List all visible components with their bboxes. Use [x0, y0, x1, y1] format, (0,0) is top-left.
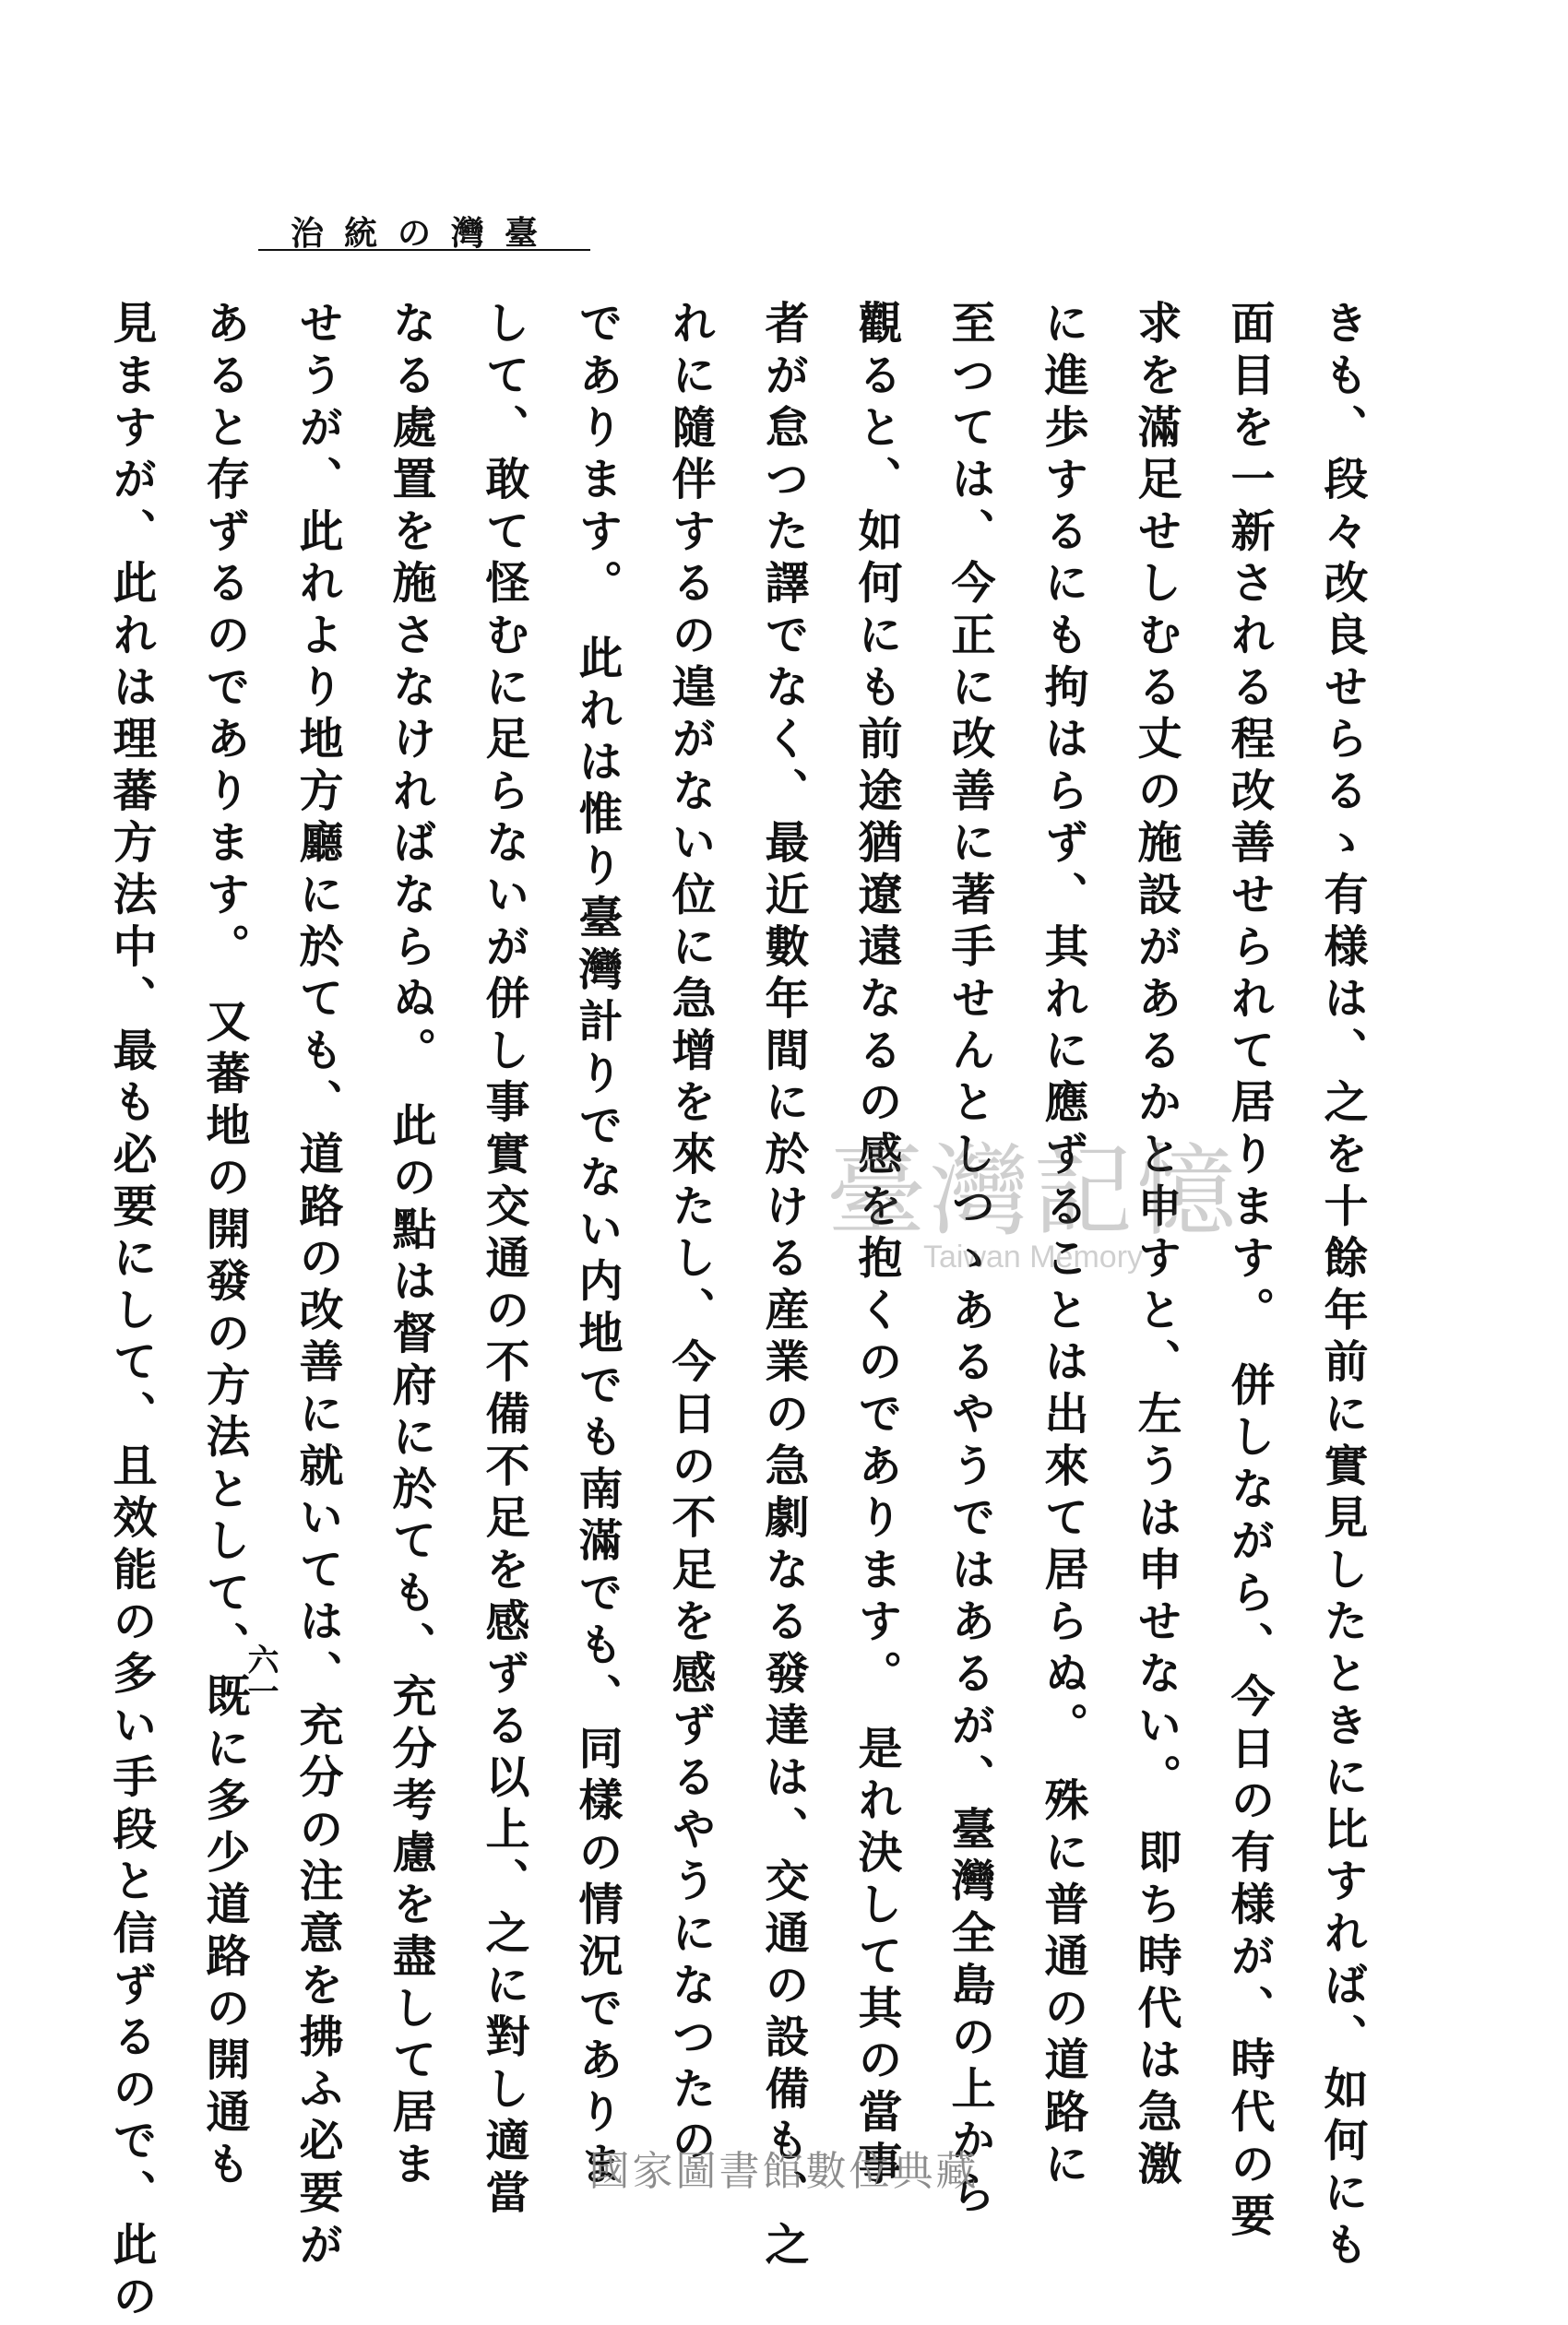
- text-column: に進歩するにも拘はらず、其れに應ずることは出來て居らぬ。 殊に普通の道路に: [1037, 300, 1088, 2192]
- text-column: 至つては、今正に改善に著手せんとしつゝあるやうではあるが、臺灣全島の上から: [944, 300, 995, 2222]
- watermark-subtitle: Taiwan Memory: [922, 1240, 1144, 1275]
- text-column: 觀ると、如何にも前途猶遼遠なるの感を抱くのであります。 是れ決して其の當事: [850, 300, 902, 2192]
- text-column: れに隨伴するの遑がない位に急增を來たし、今日の不足を感ずるやうになつたの: [664, 300, 716, 2169]
- watermark-title: 臺灣記憶: [826, 1134, 1240, 1250]
- page-number: 六一: [242, 1643, 279, 1706]
- text-column: きも、段々改良せらるゝ有様は、之を十餘年前に實見したときに比すれば、如何にも: [1316, 300, 1368, 2273]
- text-column: 見ますが、此れは理蕃方法中、最も必要にして、且效能の多い手段と信ずるので、此の: [105, 300, 157, 2325]
- text-column: あると存ずるのであります。 又蕃地の開發の方法として、既に多少道路の開通も: [198, 300, 250, 2192]
- text-column: 面目を一新される程改善せられて居ります。 併しながら、今日の有様が、時代の要: [1223, 300, 1275, 2245]
- text-column: であります。 此れは惟り臺灣計りでない内地でも南滿でも、同樣の情況でありま: [571, 300, 623, 2192]
- header-rule: [258, 249, 590, 251]
- text-column: なる處置を施さなければならぬ。 此の點は督府に於ても、充分考慮を盡して居ま: [385, 300, 436, 2192]
- running-header: [258, 208, 590, 253]
- text-column: 者が怠つた譯でなく、最近數年間に於ける産業の急劇なる發達は、交通の設備も、之: [757, 300, 809, 2273]
- text-column: して、敢て怪むに足らないが併し事實交通の不備不足を感ずる以上、之に對し適當: [478, 300, 529, 2222]
- library-footer: 國家圖書館數位典藏: [588, 2148, 980, 2195]
- text-column: せうが、此れより地方廳に於ても、道路の改善に就いては、充分の注意を拂ふ必要が: [291, 300, 343, 2273]
- text-column: 求を滿足せしむる丈の施設があるかと申すと、左うは申せない。 即ち時代は急激: [1130, 300, 1182, 2192]
- watermark-stamp: [802, 1111, 1264, 1275]
- running-title: 臺灣の統治: [290, 214, 558, 253]
